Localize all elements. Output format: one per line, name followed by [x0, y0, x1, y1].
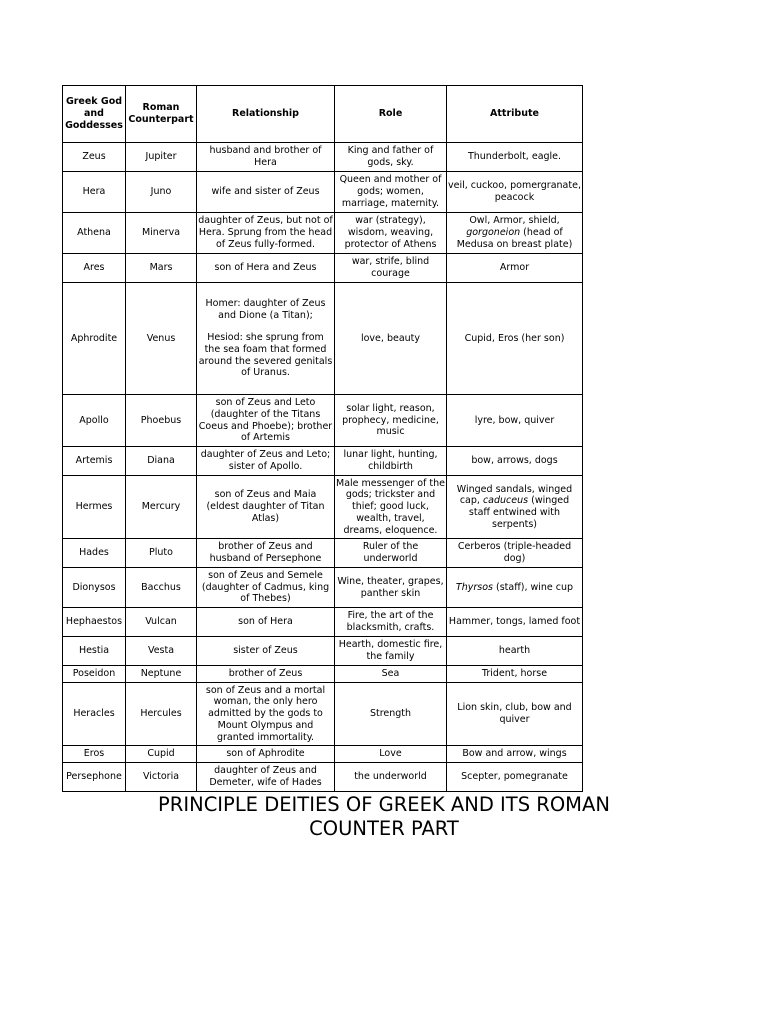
- header-role: Role: [335, 86, 447, 143]
- attribute-cell: veil, cuckoo, pomergranate, peacock: [447, 172, 583, 213]
- table-row: [63, 143, 583, 172]
- role-cell: Male messenger of the gods; trickster and thief; good luck, wealth, travel, dreams, eloquence.: [335, 476, 447, 539]
- greek-name-cell: Hera: [63, 172, 126, 213]
- greek-name-cell: Heracles: [63, 683, 126, 746]
- header-roman-counterpart: Roman Counterpart: [126, 86, 197, 143]
- role-cell: solar light, reason, prophecy, medicine, music: [335, 395, 447, 447]
- role-cell: Hearth, domestic fire, the family: [335, 637, 447, 666]
- attribute-cell: [447, 568, 583, 608]
- header-attribute: Attribute: [447, 86, 583, 143]
- roman-name-cell: Diana: [126, 447, 197, 476]
- relationship-cell: son of Zeus and Maia (eldest daughter of Titan Atlas): [197, 476, 335, 539]
- table-row: [63, 447, 583, 476]
- attribute-cell: bow, arrows, dogs: [447, 447, 583, 476]
- role-cell: Fire, the art of the blacksmith, crafts.: [335, 608, 447, 637]
- role-cell: Sea: [335, 666, 447, 683]
- relationship-cell: wife and sister of Zeus: [197, 172, 335, 213]
- greek-name-cell: Poseidon: [63, 666, 126, 683]
- relationship-cell: daughter of Zeus and Demeter, wife of Hades: [197, 763, 335, 792]
- attribute-cell: Cupid, Eros (her son): [447, 283, 583, 395]
- role-cell: the underworld: [335, 763, 447, 792]
- table-row: [63, 683, 583, 746]
- roman-name-cell: Jupiter: [126, 143, 197, 172]
- relationship-cell: [197, 283, 335, 395]
- attribute-cell: [447, 476, 583, 539]
- attribute-cell: hearth: [447, 637, 583, 666]
- attribute-cell: Hammer, tongs, lamed foot: [447, 608, 583, 637]
- relationship-cell: son of Zeus and a mortal woman, the only hero admitted by the gods to Mount Olympus and granted immortality.: [197, 683, 335, 746]
- role-cell: love, beauty: [335, 283, 447, 395]
- attribute-cell: Armor: [447, 254, 583, 283]
- greek-name-cell: Eros: [63, 746, 126, 763]
- roman-name-cell: Minerva: [126, 213, 197, 254]
- relationship-cell: son of Hera: [197, 608, 335, 637]
- header-relationship: Relationship: [197, 86, 335, 143]
- attribute-cell: Bow and arrow, wings: [447, 746, 583, 763]
- relationship-cell: son of Zeus and Semele (daughter of Cadmus, king of Thebes): [197, 568, 335, 608]
- role-cell: lunar light, hunting, childbirth: [335, 447, 447, 476]
- roman-name-cell: Neptune: [126, 666, 197, 683]
- role-cell: Ruler of the underworld: [335, 539, 447, 568]
- attribute-italic-text: caduceus: [482, 495, 529, 507]
- table-row: [63, 213, 583, 254]
- relationship-hesiod-text: Hesiod: she sprung from the sea foam that formed around the severed genitals of Uranus.: [198, 332, 333, 379]
- attribute-cell: [447, 213, 583, 254]
- relationship-cell: daughter of Zeus, but not of Hera. Sprung from the head of Zeus fully-formed.: [197, 213, 335, 254]
- roman-name-cell: Venus: [126, 283, 197, 395]
- attribute-cell: Trident, horse: [447, 666, 583, 683]
- role-cell: Love: [335, 746, 447, 763]
- greek-name-cell: Hermes: [63, 476, 126, 539]
- table-row: [63, 539, 583, 568]
- role-cell: war (strategy), wisdom, weaving, protector of Athens: [335, 213, 447, 254]
- caption-line-2: COUNTER PART: [309, 817, 459, 840]
- caption-line-1: PRINCIPLE DEITIES OF GREEK AND ITS ROMAN: [158, 793, 610, 816]
- attribute-text: (winged staff entwined with serpents): [468, 495, 570, 530]
- role-cell: Queen and mother of gods; women, marriage, maternity.: [335, 172, 447, 213]
- relationship-cell: daughter of Zeus and Leto; sister of Apollo.: [197, 447, 335, 476]
- greek-name-cell: Hades: [63, 539, 126, 568]
- relationship-cell: brother of Zeus: [197, 666, 335, 683]
- roman-name-cell: Hercules: [126, 683, 197, 746]
- greek-name-cell: Hephaestos: [63, 608, 126, 637]
- greek-name-cell: Apollo: [63, 395, 126, 447]
- roman-name-cell: Juno: [126, 172, 197, 213]
- greek-name-cell: Zeus: [63, 143, 126, 172]
- header-row: [63, 86, 583, 143]
- roman-name-cell: Bacchus: [126, 568, 197, 608]
- attribute-text: Winged sandals, winged cap,: [456, 483, 573, 507]
- attribute-text: (head of Medusa on breast plate): [456, 227, 573, 250]
- table-row: [63, 172, 583, 213]
- attribute-text: (staff), wine cup: [492, 581, 574, 593]
- roman-name-cell: Vesta: [126, 637, 197, 666]
- roman-name-cell: Phoebus: [126, 395, 197, 447]
- greek-name-cell: Artemis: [63, 447, 126, 476]
- relationship-cell: sister of Zeus: [197, 637, 335, 666]
- role-cell: Strength: [335, 683, 447, 746]
- role-cell: Wine, theater, grapes, panther skin: [335, 568, 447, 608]
- roman-name-cell: Vulcan: [126, 608, 197, 637]
- attribute-cell: Scepter, pomegranate: [447, 763, 583, 792]
- table-row: [63, 395, 583, 447]
- table-row: [63, 283, 583, 395]
- table-row: [63, 637, 583, 666]
- relationship-cell: son of Aphrodite: [197, 746, 335, 763]
- greek-name-cell: Athena: [63, 213, 126, 254]
- header-greek-god: Greek God and Goddesses: [63, 86, 126, 143]
- table-row: [63, 476, 583, 539]
- relationship-cell: son of Hera and Zeus: [197, 254, 335, 283]
- relationship-cell: brother of Zeus and husband of Persephone: [197, 539, 335, 568]
- attribute-cell: Cerberos (triple-headed dog): [447, 539, 583, 568]
- relationship-homer-text: Homer: daughter of Zeus and Dione (a Titan);: [205, 297, 326, 321]
- roman-name-cell: Victoria: [126, 763, 197, 792]
- table-row: [63, 568, 583, 608]
- table-row: [63, 666, 583, 683]
- roman-name-cell: Cupid: [126, 746, 197, 763]
- relationship-cell: husband and brother of Hera: [197, 143, 335, 172]
- attribute-italic-text: Thyrsos: [455, 581, 493, 593]
- attribute-cell: lyre, bow, quiver: [447, 395, 583, 447]
- attribute-cell: Thunderbolt, eagle.: [447, 143, 583, 172]
- relationship-cell: son of Zeus and Leto (daughter of the Titans Coeus and Phoebe); brother of Artemis: [197, 395, 335, 447]
- roman-name-cell: Mars: [126, 254, 197, 283]
- attribute-cell: Lion skin, club, bow and quiver: [447, 683, 583, 746]
- table-row: [63, 254, 583, 283]
- table-row: [63, 763, 583, 792]
- table-row: [63, 746, 583, 763]
- greek-name-cell: Persephone: [63, 763, 126, 792]
- roman-name-cell: Pluto: [126, 539, 197, 568]
- greek-name-cell: Ares: [63, 254, 126, 283]
- table-row: [63, 608, 583, 637]
- greek-name-cell: Hestia: [63, 637, 126, 666]
- greek-name-cell: Aphrodite: [63, 283, 126, 395]
- attribute-text: Owl, Armor, shield,: [469, 215, 560, 227]
- greek-name-cell: Dionysos: [63, 568, 126, 608]
- roman-name-cell: Mercury: [126, 476, 197, 539]
- attribute-italic-text: gorgoneion: [466, 227, 521, 239]
- role-cell: King and father of gods, sky.: [335, 143, 447, 172]
- role-cell: war, strife, blind courage: [335, 254, 447, 283]
- deities-table: [62, 85, 583, 792]
